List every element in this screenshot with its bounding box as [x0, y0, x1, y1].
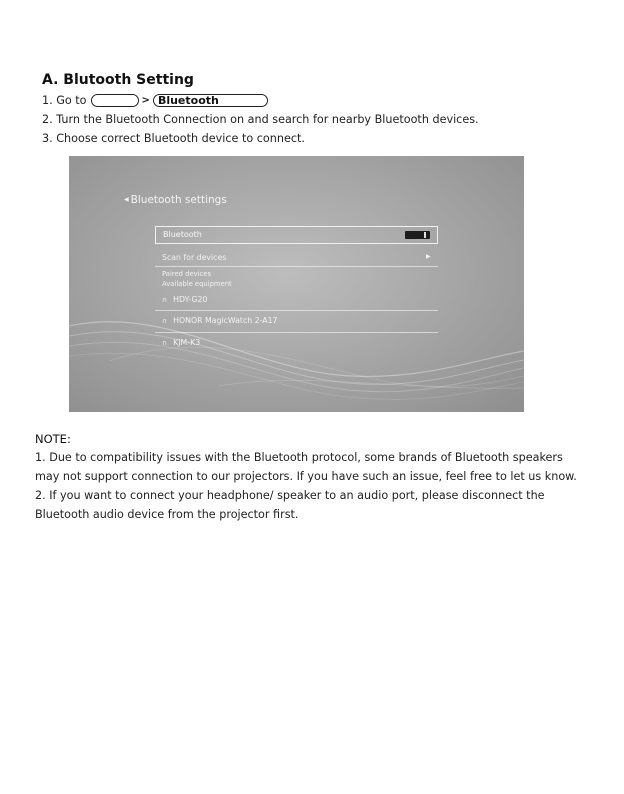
bluetooth-toggle-label: Bluetooth: [163, 230, 202, 239]
device-item[interactable]: [162, 295, 207, 304]
divider: [155, 310, 438, 311]
note-line: 2. If you want to connect your headphone/ speaker to an audio port, please disconnect the: [35, 489, 545, 502]
back-arrow-icon[interactable]: ◀: [124, 196, 129, 203]
bluetooth-toggle-row[interactable]: [155, 226, 438, 244]
scan-for-devices-item[interactable]: Scan for devices: [162, 253, 227, 262]
screen-title: [124, 194, 227, 206]
headphone-icon: ∩: [162, 316, 168, 325]
note-line: Bluetooth audio device from the projector first.: [35, 508, 299, 521]
step-3: 3. Choose correct Bluetooth device to connect.: [42, 132, 305, 145]
step-2: 2. Turn the Bluetooth Connection on and search for nearby Bluetooth devices.: [42, 113, 479, 126]
device-name: HDY-G20: [173, 295, 208, 304]
section-heading: A. Blutooth Setting: [42, 72, 194, 88]
device-name: HONOR MagicWatch 2-A17: [173, 316, 278, 325]
paired-devices-label: Paired devices: [162, 270, 212, 278]
note-line: 1. Due to compatibility issues with the Bluetooth protocol, some brands of Bluetooth speakers: [35, 451, 563, 464]
headphone-icon: ∩: [162, 295, 168, 304]
device-item[interactable]: [162, 338, 200, 347]
blank-menu-pill: [91, 94, 139, 107]
divider: [155, 266, 438, 267]
available-equipment-label: Available equipment: [162, 280, 232, 288]
step-1: [42, 94, 268, 107]
step-1-text: 1. Go to: [42, 94, 87, 107]
device-item[interactable]: [162, 316, 278, 325]
switch-knob: [424, 232, 426, 238]
chevron-right-icon: >: [141, 95, 150, 106]
divider: [155, 332, 438, 333]
device-name: KJM-K3: [173, 338, 201, 347]
headphone-icon: ∩: [162, 338, 168, 347]
bluetooth-menu-pill: Bluetooth: [153, 94, 268, 107]
screen-title-text: Bluetooth settings: [130, 194, 227, 206]
note-title: NOTE:: [35, 432, 71, 446]
note-line: may not support connection to our projectors. If you have such an issue, feel free to let us know.: [35, 470, 577, 483]
bluetooth-switch[interactable]: [405, 231, 430, 239]
bluetooth-settings-screenshot: [69, 156, 524, 412]
chevron-right-icon: ▶: [426, 253, 431, 260]
